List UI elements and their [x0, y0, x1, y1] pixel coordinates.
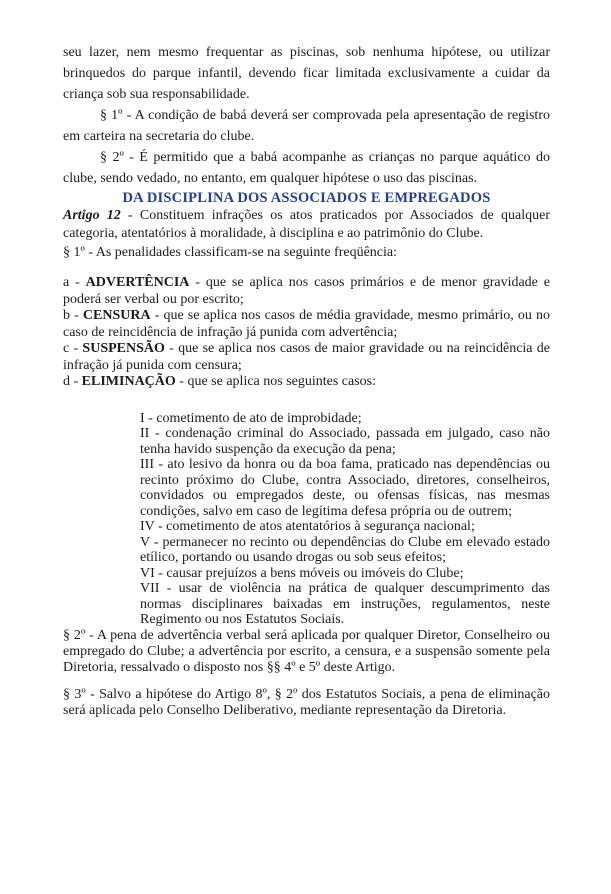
artigo-12-label: Artigo 12	[63, 208, 121, 223]
penalty-text: - que se aplica nos casos de média gravidade, mesmo primário, ou no caso de reincidência de infração já punida com advertência;	[63, 308, 550, 340]
elimination-case-iii: III - ato lesivo da honra ou da boa fama, praticado nas dependências ou recinto próximo do Clube, contra Associado, diretores, conselheiros, convidados ou empregados deste, ou ofensas físicas, nas mesmas condições, salvo em caso de legítima defesa própria ou de outrem;	[140, 457, 550, 519]
penalty-text: - que se aplica nos casos de maior gravidade ou na reincidência de infração já punida com censura;	[63, 341, 550, 373]
penalty-term: ADVERTÊNCIA	[85, 275, 190, 290]
paragraph-2-baba: § 2º - É permitido que a babá acompanhe as crianças no parque aquático do clube, sendo vedado, no entanto, em qualquer hipótese o uso das piscinas.	[63, 150, 550, 186]
paragraph-2-advertencia: § 2º - A pena de advertência verbal será aplicada por qualquer Diretor, Conselheiro ou empregado do Clube; a advertência por escrito, a censura, e a suspensão somente pela Diretoria, ressalvado o disposto nos §§ 4º e 5º deste Artigo.	[63, 627, 550, 675]
penalty-item-a	[63, 275, 550, 308]
penalty-term: SUSPENSÃO	[82, 341, 165, 356]
paragraph-1-penalidades: § 1º - As penalidades classificam-se na seguinte freqüência:	[63, 245, 397, 260]
intro-paragraph: seu lazer, nem mesmo frequentar as piscinas, sob nenhuma hipótese, ou utilizar brinquedos do parque infantil, devendo ficar limitada exclusivamente a cuidar da criança sob sua responsabilidade.	[63, 45, 550, 102]
penalty-item-d	[63, 374, 550, 391]
penalty-prefix: a -	[63, 275, 86, 290]
penalty-term: ELIMINAÇÃO	[81, 374, 176, 389]
paragraph-3-eliminacao: § 3º - Salvo a hipótese do Artigo 8º, § 2º dos Estatutos Sociais, a pena de eliminação será aplicada pelo Conselho Deliberativo, mediante representação da Diretoria.	[63, 686, 550, 718]
paragraph-1-baba: § 1º - A condição de babá deverá ser comprovada pela apresentação de registro em carteira na secretaria do clube.	[63, 108, 550, 144]
section-heading: DA DISCIPLINA DOS ASSOCIADOS E EMPREGADOS	[122, 190, 491, 206]
elimination-cases-list	[140, 411, 550, 628]
artigo-12-paragraph	[63, 207, 550, 243]
artigo-12-text: - Constituem infrações os atos praticados por Associados de qualquer categoria, atentatórios à moralidade, à disciplina e ao patrimônio do Clube.	[63, 208, 550, 241]
elimination-case-v: V - permanecer no recinto ou dependências do Clube em elevado estado etílico, portando ou usando drogas ou sob seus efeitos;	[140, 534, 550, 565]
elimination-case-vii: VII - usar de violência na prática de qualquer descumprimento das normas disciplinares baixadas em instruções, regulamentos, neste Regimento ou nos Estatutos Sociais.	[140, 581, 550, 627]
penalty-text: - que se aplica nos casos primários e de menor gravidade e poderá ser verbal ou por escrito;	[63, 275, 550, 307]
penalty-prefix: c -	[63, 341, 83, 356]
penalty-prefix: d -	[63, 374, 82, 389]
elimination-case-i: I - cometimento de ato de improbidade;	[140, 410, 362, 426]
penalty-item-c	[63, 341, 550, 374]
penalty-prefix: b -	[63, 308, 83, 323]
elimination-case-vi: VI - causar prejuízos a bens móveis ou imóveis do Clube;	[140, 565, 464, 581]
penalty-text: - que se aplica nos seguintes casos:	[175, 374, 377, 389]
penalty-term: CENSURA	[82, 308, 151, 323]
elimination-case-iv: IV - cometimento de atos atentatórios à segurança nacional;	[140, 519, 475, 534]
elimination-case-ii: II - condenação criminal do Associado, passada em julgado, caso não tenha havido suspenção da execução da pena;	[140, 426, 550, 457]
penalty-item-b	[63, 308, 550, 341]
